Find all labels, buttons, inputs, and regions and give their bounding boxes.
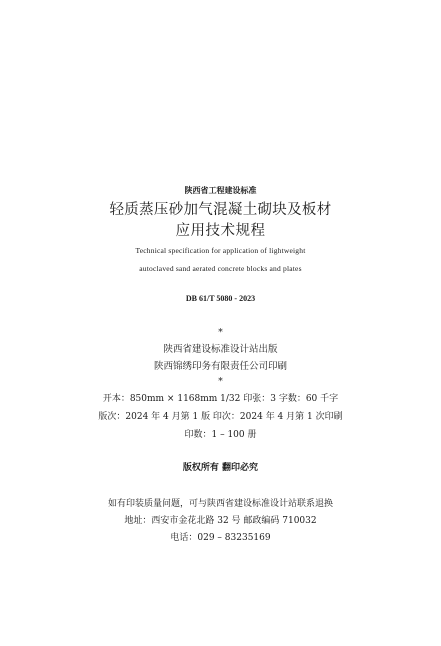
print-run-line: 印数：1 – 100 册 [184, 430, 257, 440]
phone-line: 电话：029 – 83235169 [170, 533, 271, 543]
edition-spec-line: 版次：2024 年 4 月第 1 版 印次：2024 年 4 月第 1 次印刷 [98, 412, 343, 422]
separator-asterisk: * [218, 377, 223, 387]
publisher-line: 陕西省建设标准设计站出版 [163, 344, 278, 355]
address-line: 地址：西安市金花北路 32 号 邮政编码 710032 [124, 516, 317, 526]
copyright-notice: 版权所有 翻印必究 [182, 463, 259, 473]
title-english-line-1: Technical specification for application of lightweight [135, 246, 306, 255]
title-chinese-line-2: 应用技术规程 [175, 223, 266, 239]
format-spec-line: 开本：850mm × 1168mm 1/32 印张：3 字数：60 千字 [102, 394, 339, 404]
separator-asterisk: * [218, 328, 223, 338]
standard-series-label: 陕西省工程建设标准 [184, 186, 257, 195]
title-chinese-line-1: 轻质蒸压砂加气混凝土砌块及板材 [109, 202, 332, 218]
title-english-line-2: autoclaved sand aerated concrete blocks and plates [139, 264, 302, 273]
printer-line: 陕西锦绣印务有限责任公司印刷 [153, 361, 287, 372]
standard-number: DB 61/T 5080 - 2023 [185, 294, 256, 303]
contact-line-1: 如有印装质量问题，可与陕西省建设标准设计站联系退换 [107, 499, 333, 509]
